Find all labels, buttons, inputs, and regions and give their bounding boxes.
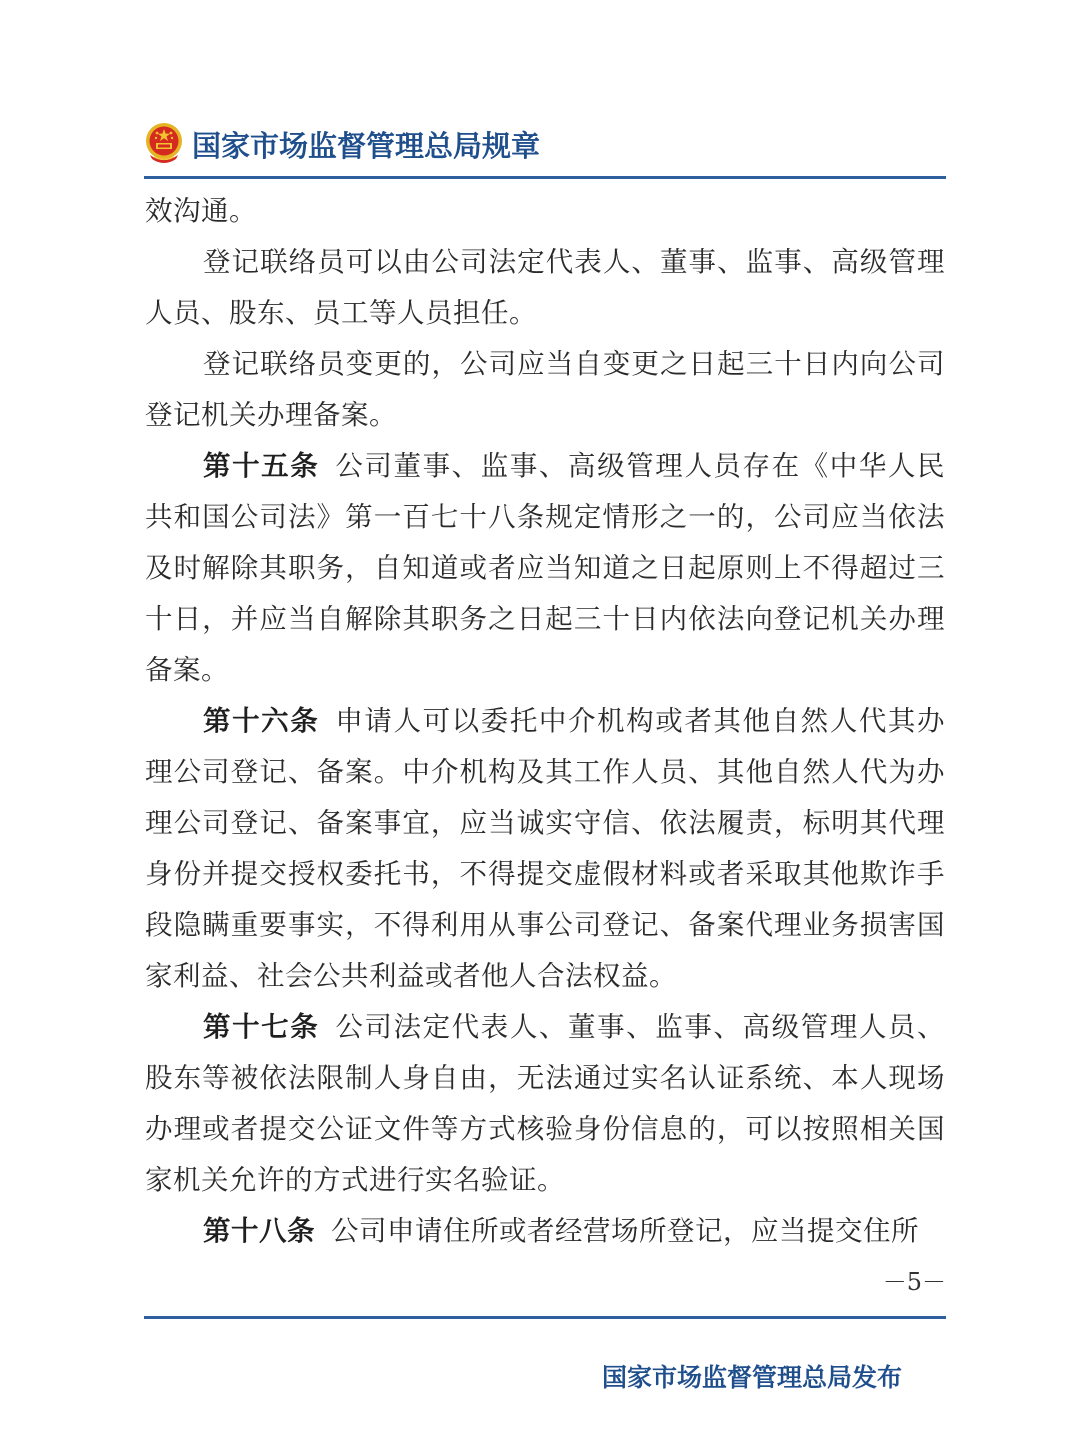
paragraph-text: 登记联络员变更的，公司应当自变更之日起三十日内向公司登记机关办理备案。 <box>145 348 945 431</box>
footer-divider <box>144 1316 946 1319</box>
article-18 <box>145 1206 945 1257</box>
header-title: 国家市场监督管理总局规章 <box>192 128 541 163</box>
paragraph-text: 效沟通。 <box>145 195 257 227</box>
page-number: －5－ <box>882 1268 946 1296</box>
national-emblem-icon <box>144 121 184 167</box>
article-17 <box>145 1002 945 1206</box>
article-title: 第十六条 <box>203 705 320 737</box>
article-title: 第十八条 <box>203 1215 315 1247</box>
document-body <box>145 186 945 1257</box>
article-text: 公司申请住所或者经营场所登记，应当提交住所 <box>331 1215 919 1247</box>
article-text: 公司董事、监事、高级管理人员存在《中华人民共和国公司法》第一百七十八条规定情形之一的，公司应当依法及时解除其职务，自知道或者应当知道之日起原则上不得超过三十日，并应当自解除其职务之日起三十日内依法向登记机关办理备案。 <box>145 450 946 686</box>
header-divider <box>144 176 946 179</box>
paragraph-continuation <box>145 186 945 237</box>
footer-publisher: 国家市场监督管理总局发布 <box>601 1363 902 1392</box>
paragraph-text: 登记联络员可以由公司法定代表人、董事、监事、高级管理人员、股东、员工等人员担任。 <box>145 246 945 329</box>
paragraph-liaison-roles <box>145 237 945 339</box>
article-title: 第十七条 <box>203 1011 320 1043</box>
article-16 <box>145 696 945 1002</box>
article-text: 申请人可以委托中介机构或者其他自然人代其办理公司登记、备案。中介机构及其工作人员、其他自然人代为办理公司登记、备案事宜，应当诚实守信、依法履责，标明其代理身份并提交授权委托书，不得提交虚假材料或者采取其他欺诈手段隐瞒重要事实，不得利用从事公司登记、备案代理业务损害国家利益、社会公共利益或者他人合法权益。 <box>145 705 946 992</box>
article-text: 公司法定代表人、董事、监事、高级管理人员、股东等被依法限制人身自由，无法通过实名认证系统、本人现场办理或者提交公证文件等方式核验身份信息的，可以按照相关国家机关允许的方式进行实名验证。 <box>145 1011 946 1196</box>
article-title: 第十五条 <box>203 450 320 482</box>
page-header <box>144 118 946 170</box>
article-15 <box>145 441 945 696</box>
paragraph-liaison-change <box>145 339 945 441</box>
